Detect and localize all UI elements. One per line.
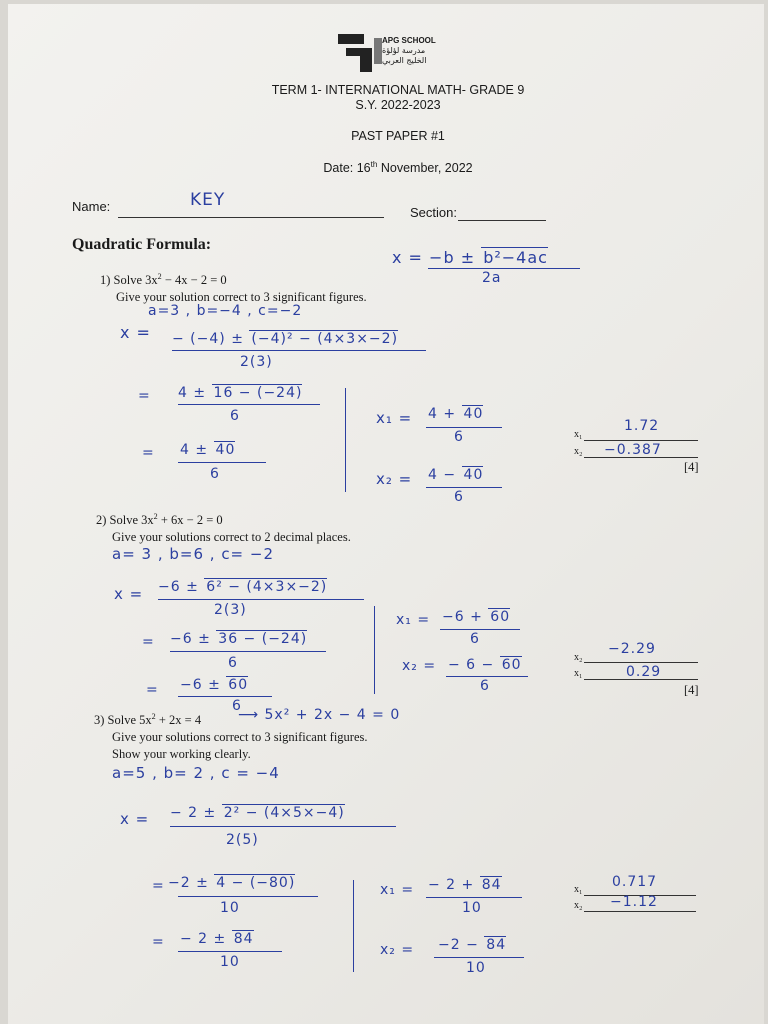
q2-x1-lhs: x₁ = — [396, 612, 431, 628]
q1-x2-numerator: 4 − 40 — [428, 467, 484, 483]
q2-step3-eq: = — [146, 682, 159, 698]
q3-answer-label-1: x₁ — [574, 884, 583, 895]
q2-x2-bar — [446, 676, 528, 677]
q1-step1-lhs: x = — [120, 323, 151, 342]
q1-x2-bar — [426, 487, 502, 488]
q3-answer-line-2 — [584, 911, 696, 912]
q1-step3-eq: = — [142, 445, 155, 461]
q3-step2-eq: = — [152, 878, 165, 894]
q3-instruction-2: Show your working clearly. — [112, 747, 251, 761]
q2-coefficients: a= 3 , b=6 , c= −2 — [112, 545, 275, 563]
q1-step2-numerator: 4 ± 16 − (−24) — [178, 385, 303, 401]
formula-denominator: 2a — [482, 270, 502, 286]
name-line — [118, 217, 384, 218]
q3-step2-bar — [178, 896, 318, 897]
q3-x1-numerator: − 2 + 84 — [428, 877, 502, 893]
q1-answer-label-2: x₂ — [574, 446, 583, 457]
school-logo-icon — [338, 34, 384, 74]
q3-answer-value-1: 0.717 — [612, 874, 658, 890]
q2-x2-lhs: x₂ = — [402, 658, 437, 674]
q3-step3-denominator: 10 — [220, 954, 240, 970]
q2-x2-numerator: − 6 − 60 — [448, 657, 522, 673]
q1-x1-bar — [426, 427, 502, 428]
q3-step2-numerator: −2 ± 4 − (−80) — [168, 875, 296, 891]
section-label: Section: — [410, 205, 457, 220]
q1-step1-denominator: 2(3) — [240, 354, 273, 370]
q2-answer-label-2: x₁ — [574, 668, 583, 679]
worksheet-page — [8, 4, 764, 1024]
q3-x2-lhs: x₂ = — [380, 942, 415, 958]
q2-step2-denominator: 6 — [228, 655, 238, 671]
q1-x1-lhs: x₁ = — [376, 409, 413, 427]
q1-divider — [345, 388, 346, 492]
q3-instruction: Give your solutions correct to 3 significant figures. — [112, 730, 368, 744]
q1-marks: [4] — [684, 460, 699, 474]
q1-step3-bar — [178, 462, 266, 463]
school-name-ar-1: مدرسة لؤلؤة — [382, 46, 426, 55]
q3-step1-denominator: 2(5) — [226, 832, 259, 848]
q3-step2-denominator: 10 — [220, 900, 240, 916]
q2-step1-lhs: x = — [114, 585, 144, 603]
q3-step1-bar — [170, 826, 396, 827]
q3-step3-eq: = — [152, 934, 165, 950]
q3-answer-value-2: −1.12 — [610, 894, 658, 910]
q1-x2-denominator: 6 — [454, 489, 464, 505]
q1-coefficients: a=3 , b=−4 , c=−2 — [148, 303, 303, 319]
q3-coefficients: a=5 , b= 2 , c = −4 — [112, 764, 280, 782]
section-line — [458, 220, 546, 221]
q2-answer-value-2: 0.29 — [626, 664, 662, 680]
q1-answer-label-1: x₁ — [574, 429, 583, 440]
formula-heading: Quadratic Formula: — [72, 236, 212, 253]
q2-step3-numerator: −6 ± 60 — [180, 677, 249, 693]
q2-step2-numerator: −6 ± 36 − (−24) — [170, 631, 308, 647]
q3-step1-lhs: x = — [120, 810, 150, 828]
q3-divider — [353, 880, 354, 972]
q2-marks: [4] — [684, 683, 699, 697]
header-date: Date: 16th November, 2022 — [323, 160, 473, 176]
formula-fraction-bar — [428, 268, 580, 269]
q1-instruction: Give your solution correct to 3 significant figures. — [116, 290, 367, 304]
q1-step3-denominator: 6 — [210, 466, 220, 482]
name-label: Name: — [72, 199, 111, 214]
q2-answer-label-1: x₂ — [574, 652, 583, 663]
q1-step2-denominator: 6 — [230, 408, 240, 424]
q2-x1-denominator: 6 — [470, 631, 480, 647]
q2-x1-bar — [440, 629, 520, 630]
q1-answer-line-1 — [584, 440, 698, 441]
q3-x1-lhs: x₁ = — [380, 882, 415, 898]
q1-answer-value-2: −0.387 — [604, 442, 662, 458]
q2-x1-numerator: −6 + 60 — [442, 609, 511, 625]
q2-step1-denominator: 2(3) — [214, 602, 247, 618]
q3-x1-denominator: 10 — [462, 900, 482, 916]
header-term: TERM 1- INTERNATIONAL MATH- GRADE 9 — [271, 83, 525, 97]
q3-x1-bar — [426, 897, 522, 898]
q3-step3-numerator: − 2 ± 84 — [180, 931, 254, 947]
q3-answer-label-2: x₂ — [574, 900, 583, 911]
formula-numerator: x = −b ± b²−4ac — [392, 248, 548, 267]
q2-step3-bar — [178, 696, 272, 697]
q2-answer-line-1 — [584, 662, 698, 663]
q3-x2-bar — [434, 957, 524, 958]
q2-instruction: Give your solutions correct to 2 decimal places. — [112, 530, 351, 544]
q1-answer-value-1: 1.72 — [624, 418, 660, 434]
q2-prompt: 2) Solve $3x^2 + 6x - 2 = 0$ — [96, 512, 223, 528]
q2-step2-eq: = — [142, 634, 155, 650]
q2-step1-bar — [158, 599, 364, 600]
q1-step1-numerator: − (−4) ± (−4)² − (4×3×−2) — [172, 331, 399, 347]
name-value: KEY — [190, 190, 226, 210]
q2-step2-bar — [170, 651, 326, 652]
q2-divider — [374, 606, 375, 694]
q3-step1-numerator: − 2 ± 2² − (4×5×−4) — [170, 805, 345, 821]
q3-x2-numerator: −2 − 84 — [438, 937, 507, 953]
q3-step3-bar — [178, 951, 282, 952]
q1-step1-bar — [172, 350, 426, 351]
q1-x2-lhs: x₂ = — [376, 470, 413, 488]
q2-step1-numerator: −6 ± 6² − (4×3×−2) — [158, 579, 328, 595]
q2-x2-denominator: 6 — [480, 678, 490, 694]
q2-answer-value-1: −2.29 — [608, 641, 656, 657]
q1-x1-numerator: 4 + 40 — [428, 406, 484, 422]
q3-prompt: 3) Solve $5x^2 + 2x = 4$ — [94, 712, 202, 728]
school-name-ar-2: الخليج العربي — [382, 56, 427, 65]
q1-prompt: 1) Solve $3x^2 - 4x - 2 = 0$ — [100, 272, 227, 288]
q1-step3-numerator: 4 ± 40 — [180, 442, 236, 458]
q2-step3-denominator: 6 — [232, 698, 242, 714]
school-name-en: APG SCHOOL — [382, 36, 436, 45]
header-school-year: S.Y. 2022-2023 — [355, 98, 441, 112]
header-past-paper: PAST PAPER #1 — [351, 129, 445, 143]
q3-rearranged: ⟶ 5x² + 2x − 4 = 0 — [238, 707, 401, 723]
q1-step2-eq: = — [138, 388, 151, 404]
q1-step2-bar — [178, 404, 320, 405]
q3-x2-denominator: 10 — [466, 960, 486, 976]
q1-x1-denominator: 6 — [454, 429, 464, 445]
